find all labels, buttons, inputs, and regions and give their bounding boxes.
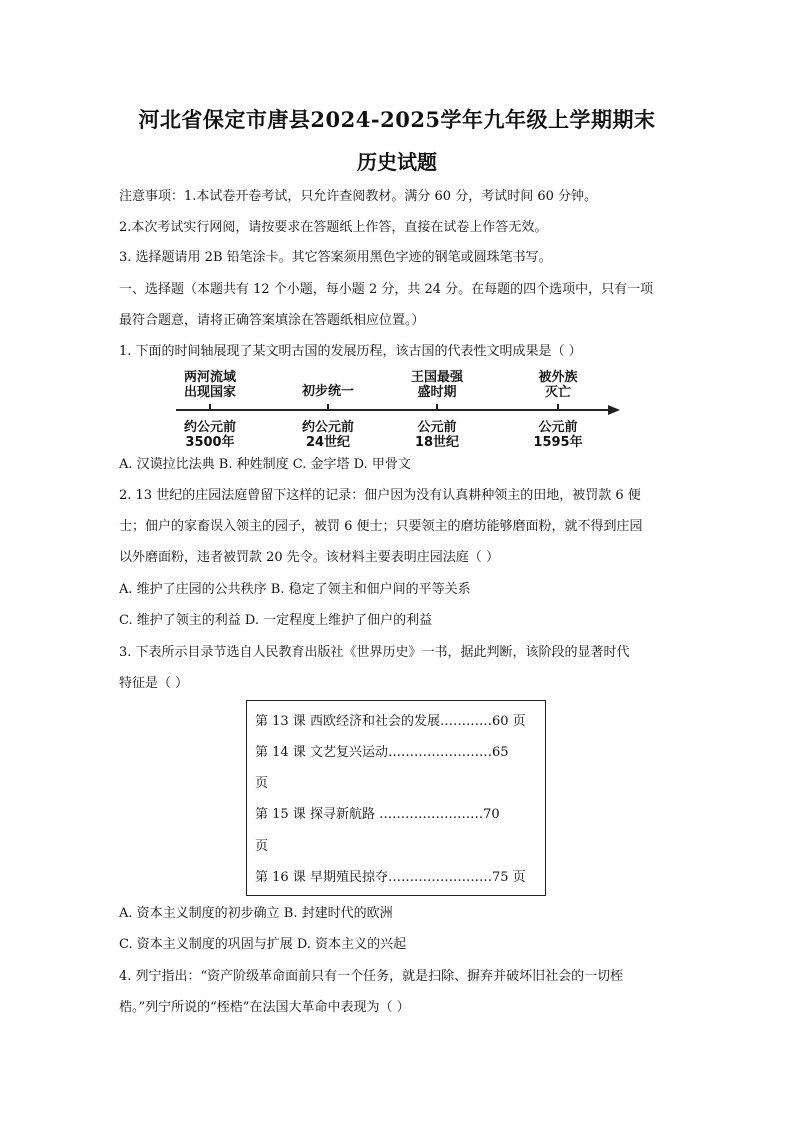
question-3-options-ab: A. 资本主义制度的初步确立 B. 封建时代的欧洲 bbox=[119, 906, 393, 921]
toc-line-4: 第 15 课 探寻新航路 ……………………70 bbox=[255, 807, 500, 822]
question-3-options-cd: C. 资本主义制度的巩固与扩展 D. 资本主义的兴起 bbox=[119, 937, 407, 952]
timeline-event-2: 初步统一 bbox=[301, 384, 354, 399]
question-2-line-3: 以外磨面粉，违者被罚款 20 先令。该材料主要表明庄园法庭（ ） bbox=[119, 550, 499, 565]
timeline-figure bbox=[168, 366, 628, 458]
table-of-contents-box bbox=[246, 700, 546, 896]
toc-line-5: 页 bbox=[255, 839, 269, 854]
timeline-event-1: 两河流域 出现国家 bbox=[183, 370, 236, 400]
toc-line-6: 第 16 课 早期殖民掠夺……………………75 页 bbox=[255, 870, 526, 885]
question-3-line-2: 特征是（ ） bbox=[119, 676, 189, 691]
page-title: 河北省保定市唐县2024-2025学年九年级上学期期末 bbox=[138, 107, 656, 132]
timeline-event-4: 被外族 灭亡 bbox=[538, 370, 578, 400]
question-4-line-2: 梏。”列宁所说的“桎梏”在法国大革命中表现为（ ） bbox=[119, 1000, 410, 1015]
question-2-line-1: 2. 13 世纪的庄园法庭曾留下这样的记录：佃户因为没有认真耕种领主的田地，被罚款 6 便 bbox=[119, 488, 641, 503]
section-heading-line-2: 最符合题意，请将正确答案填涂在答题纸相应位置。） bbox=[119, 313, 425, 328]
question-2-options-ab: A. 维护了庄园的公共秩序 B. 稳定了领主和佃户间的平等关系 bbox=[119, 582, 471, 597]
timeline-event-3: 王国最强 盛时期 bbox=[410, 370, 463, 400]
timeline-date-2: 约公元前 24世纪 bbox=[301, 420, 354, 450]
notice-line-3: 3. 选择题请用 2B 铅笔涂卡。其它答案须用黑色字迹的钢笔或圆珠笔书写。 bbox=[119, 250, 552, 265]
question-1-stem: 1. 下面的时间轴展现了某文明古国的发展历程，该古国的代表性文明成果是（ ） bbox=[119, 344, 582, 359]
section-heading-line-1: 一、选择题（本题共有 12 个小题，每小题 2 分，共 24 分。在每题的四个选项中，只有一项 bbox=[119, 282, 654, 297]
question-4-line-1: 4. 列宁指出：“资产阶级革命面前只有一个任务，就是扫除、摒弃并破坏旧社会的一切桎 bbox=[119, 969, 624, 984]
question-3-line-1: 3. 下表所示目录节选自人民教育出版社《世界历史》一书，据此判断，该阶段的显著时代 bbox=[119, 645, 630, 660]
toc-line-1: 第 13 课 西欧经济和社会的发展…………60 页 bbox=[255, 714, 526, 729]
toc-line-2: 第 14 课 文艺复兴运动……………………65 bbox=[255, 745, 509, 760]
toc-line-3: 页 bbox=[255, 776, 269, 791]
question-1-options: A. 汉谟拉比法典 B. 种姓制度 C. 金字塔 D. 甲骨文 bbox=[119, 457, 411, 472]
page-subtitle: 历史试题 bbox=[357, 150, 437, 174]
question-2-line-2: 士；佃户的家畜误入领主的园子，被罚 6 便士；只要领主的磨坊能够磨面粉，就不得到庄园 bbox=[119, 519, 643, 534]
timeline-date-3: 公元前 18世纪 bbox=[414, 420, 460, 450]
timeline-date-1: 约公元前 3500年 bbox=[183, 420, 236, 450]
question-2-options-cd: C. 维护了领主的利益 D. 一定程度上维护了佃户的利益 bbox=[119, 613, 433, 628]
timeline-date-4: 公元前 1595年 bbox=[533, 420, 583, 450]
notice-line-1: 注意事项：1.本试卷开卷考试，只允许查阅教材。满分 60 分，考试时间 60 分钟。 bbox=[119, 189, 598, 204]
notice-line-2: 2.本次考试实行网阅，请按要求在答题纸上作答，直接在试卷上作答无效。 bbox=[119, 220, 548, 235]
